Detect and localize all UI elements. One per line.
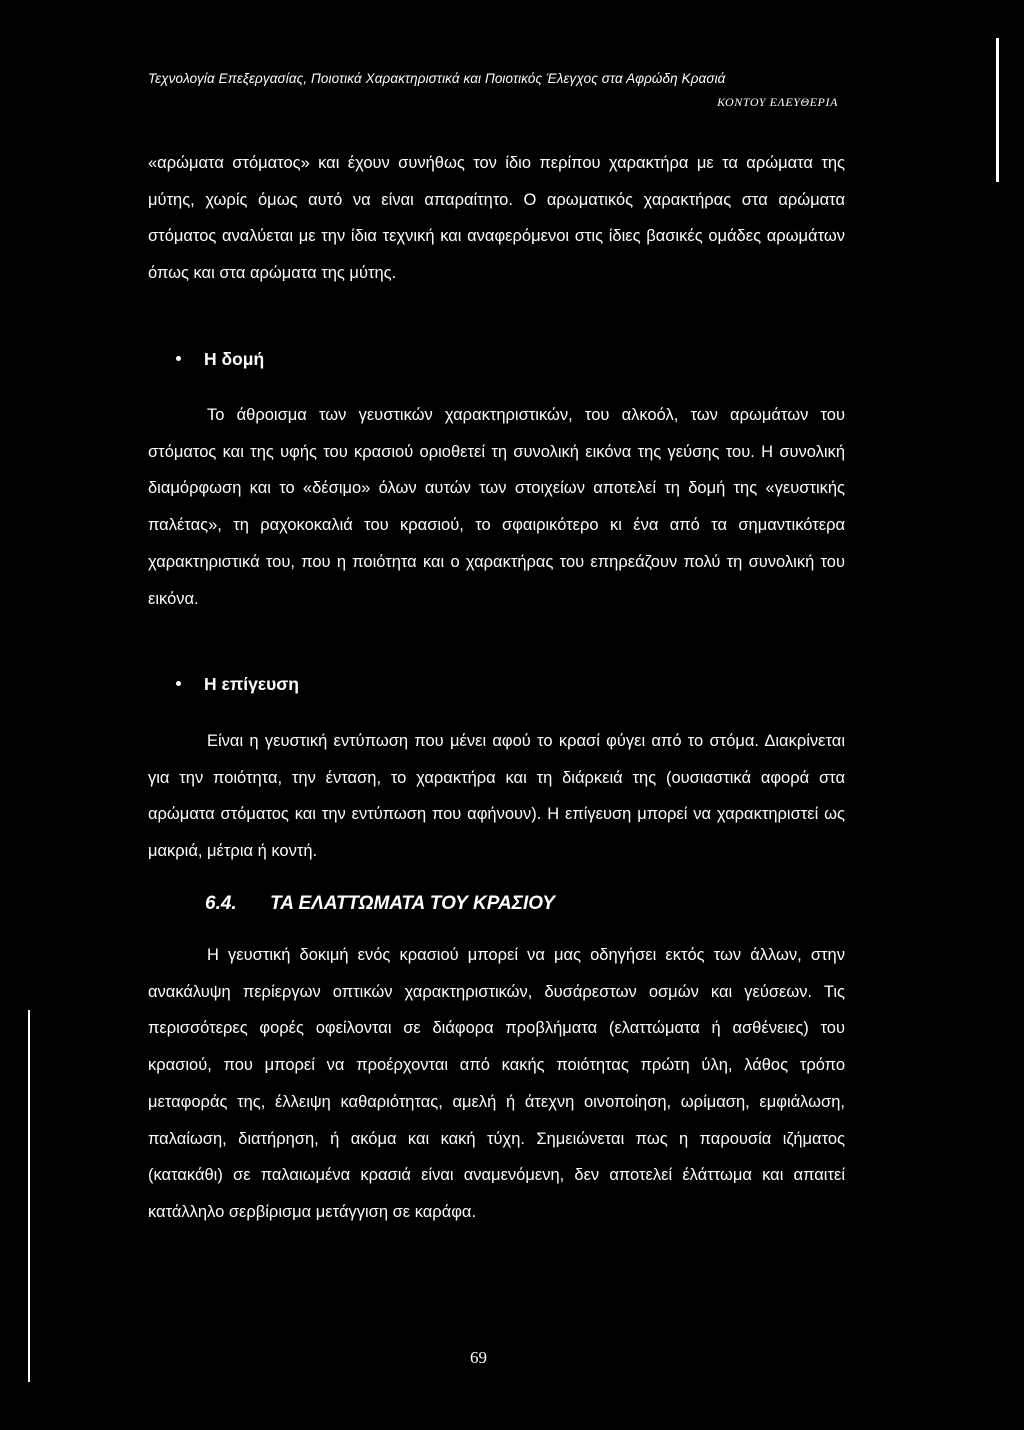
paragraph-aftertaste: Είναι η γευστική εντύπωση που μένει αφού το κρασί φύγει από το στόμα. Διακρίνεται για την ποιότητα, την ένταση, το χαρακτήρα και τη διάρκειά της (ουσιαστικά αφορά στα αρώματα στόματος και την εντύπωση που αφήνουν). Η επίγευση μπορεί να χαρακτηριστεί ως μακριά, μέτρια ή κοντή. xyxy=(148,732,845,861)
running-header-title: Τεχνολογία Επεξεργασίας, Ποιοτικά Χαρακτηριστικά και Ποιοτικός Έλεγχος στα Αφρώδη Κρασιά xyxy=(148,71,726,86)
section-heading xyxy=(205,893,555,915)
paragraph-intro: «αρώματα στόματος» και έχουν συνήθως τον ίδιο περίπου χαρακτήρα με τα αρώματα της μύτης, χωρίς όμως αυτό να είναι απαραίτητο. Ο αρωματικός χαρακτήρας στα αρώματα στόματος αναλύεται με την ίδια τεχνική και αναφερόμενοι στις ίδιες βασικές ομάδες αρωμάτων όπως και στα αρώματα της μύτης. xyxy=(148,154,845,283)
paragraph-structure: Το άθροισμα των γευστικών χαρακτηριστικών, του αλκοόλ, των αρωμάτων του στόματος και της υφής του κρασιού οριοθετεί τη συνολική εικόνα της γεύσης του. Η συνολική διαμόρφωση και το «δέσιμο» όλων αυτών των στοιχείων αποτελεί τη δομή της «γευστικής παλέτας», τη ραχοκοκαλιά του κρασιού, το σφαιρικότερο κι ένα από τα σημαντικότερα χαρακτηριστικά του, που η ποιότητα και ο χαρακτήρας του επηρεάζουν πολύ τη συνολική του εικόνα. xyxy=(148,406,845,608)
section-number: 6.4. xyxy=(205,893,237,914)
bullet-heading-structure xyxy=(176,349,264,370)
scan-edge-line-top-right xyxy=(996,38,999,182)
bullet-heading-aftertaste-label: Η επίγευση xyxy=(204,674,299,694)
section-title: ΤΑ ΕΛΑΤΤΩΜΑΤΑ ΤΟΥ ΚΡΑΣΙΟΥ xyxy=(270,893,555,914)
bullet-dot-icon xyxy=(176,681,181,686)
bullet-dot-icon xyxy=(176,356,181,361)
scan-edge-line-bottom-left xyxy=(28,1010,30,1382)
paragraph-defects: Η γευστική δοκιμή ενός κρασιού μπορεί να μας οδηγήσει εκτός των άλλων, στην ανακάλυψη περίεργων οπτικών χαρακτηριστικών, δυσάρεστων οσμών και γεύσεων. Τις περισσότερες φορές οφείλονται σε διάφορα προβλήματα (ελαττώματα ή ασθένειες) του κρασιού, που μπορεί να προέρχονται από κακής ποιότητας πρώτη ύλη, λάθος τρόπο μεταφοράς της, έλλειψη καθαριότητας, αμελή ή άτεχνη οινοποίηση, ωρίμαση, εμφιάλωση, παλαίωση, διατήρηση, ή ακόμα και κακή τύχη. Σημειώνεται πως η παρουσία ιζήματος (κατακάθι) σε παλαιωμένα κρασιά είναι αναμενόμενη, δεν αποτελεί έλάττωμα και απαιτεί κατάλληλο σερβίρισμα μετάγγιση σε καράφα. xyxy=(148,946,845,1221)
bullet-heading-structure-label: Η δομή xyxy=(204,349,265,369)
page-number: 69 xyxy=(470,1348,487,1367)
bullet-heading-aftertaste xyxy=(176,674,299,695)
running-header-author: ΚΟΝΤΟΥ ΕΛΕΥΘΕΡΙΑ xyxy=(717,95,838,109)
